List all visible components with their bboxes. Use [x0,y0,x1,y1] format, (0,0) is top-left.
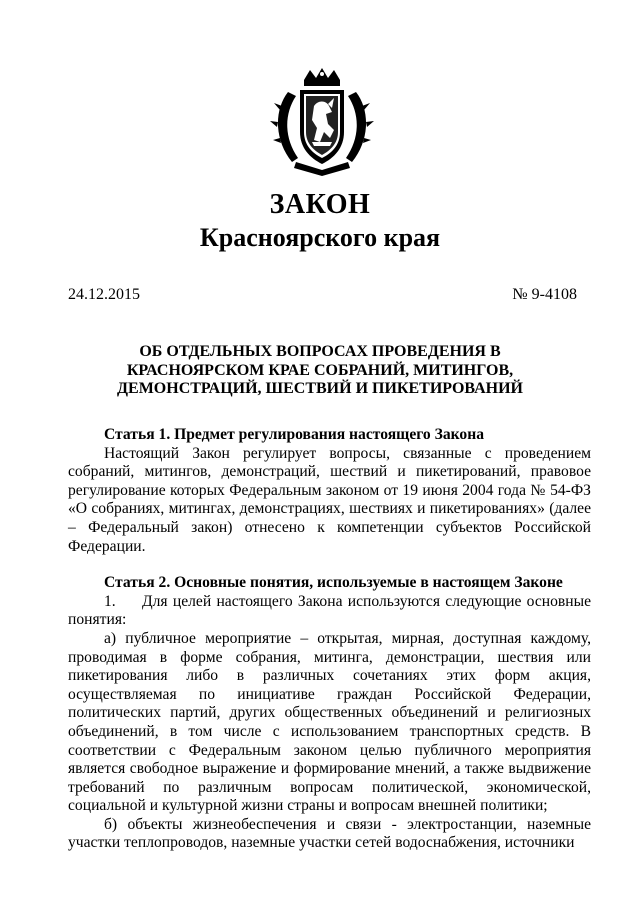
article-1-paragraph: Настоящий Закон регулирует вопросы, связанные с проведением собраний, митингов, демонстраций, шествий и пикетирований, правовое регулирование которых Федеральным законом от 19 июня 2004 года № 54-ФЗ «О собраниях, митингах, демонстрациях, шествиях и пикетированиях» (далее – Федеральный закон) отнесено к компетенции субъектов Российской Федерации. [68,444,591,555]
coat-of-arms-icon [268,66,376,178]
law-subtitle: Красноярского края [199,223,441,252]
article-2-item-1 [68,593,591,630]
document-heading: ОБ ОТДЕЛЬНЫХ ВОПРОСАХ ПРОВЕДЕНИЯ В КРАСНОЯРСКОМ КРАЕ СОБРАНИЙ, МИТИНГОВ, ДЕМОНСТРАЦИЙ, ШЕСТВИЙ И ПИКЕТИРОВАНИЙ [117,343,523,397]
document-body [68,426,591,853]
article-2-title: Статья 2. Основные понятия, используемые в настоящем Законе [104,574,563,592]
item-number: 1. [104,592,116,610]
article-2-paragraph: Для целей настоящего Закона используются следующие основные понятия: [68,592,591,629]
article-1-title: Статья 1. Предмет регулирования настоящего Закона [104,426,485,443]
document-number: № 9-4108 [512,286,577,303]
article-2-subitem-a: а) публичное мероприятие – открытая, мирная, доступная каждому, проводимая в форме собрания, митинга, демонстрации, шествия или пикетирования либо в различных сочетаниях этих форм акция, осуществляемая по инициативе граждан Российской Федерации, политических партий, других общественных объединений и религиозных объединений, в том числе с использованием транспортных средств. В соответствии с Федеральным законом целью публичного мероприятия является свободное выражение и формирование мнений, а также выдвижение требований по различным вопросам политической, экономической, социальной и культурной жизни страны и вопросам внешней политики; [68,629,591,815]
article-2-subitem-b: б) объекты жизнеобеспечения и связи - электростанции, наземные участки теплопроводов, наземные участки сетей водоснабжения, источники [68,815,591,852]
document-date: 24.12.2015 [68,286,140,303]
law-title: ЗАКОН [269,189,371,220]
